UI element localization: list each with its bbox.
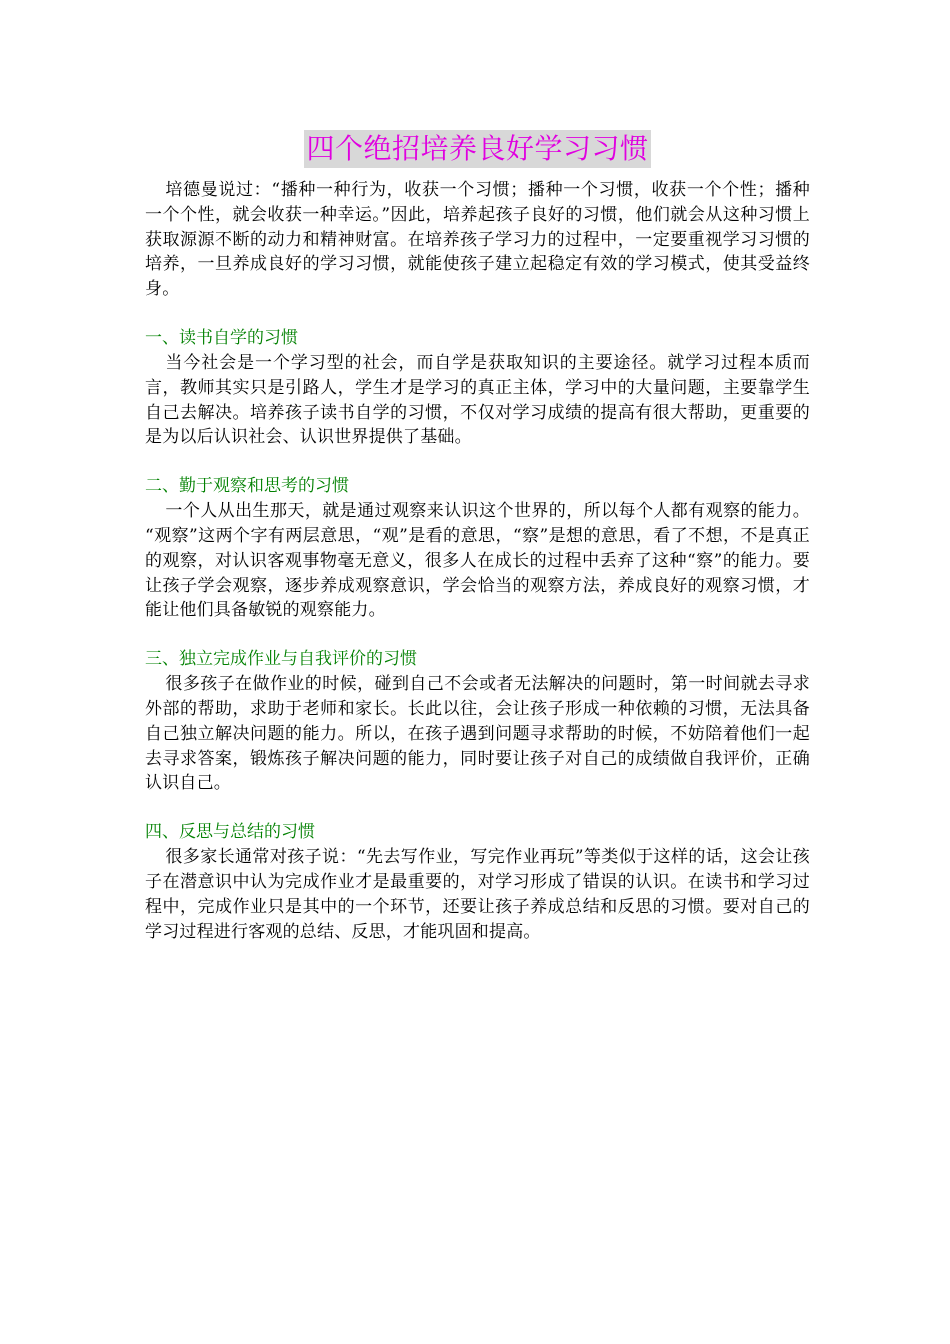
section-3 [145, 647, 810, 796]
section-paragraph: 很多家长通常对孩子说：“先去写作业，写完作业再玩”等类似于这样的话，这会让孩子在潜意识中认为完成作业才是最重要的，对学习形成了错误的认识。在读书和学习过程中，完成作业只是其中的一个环节，还要让孩子养成总结和反思的习惯。要对自己的学习过程进行客观的总结、反思，才能巩固和提高。 [145, 847, 810, 942]
section-4 [145, 820, 810, 944]
section-paragraph: 当今社会是一个学习型的社会，而自学是获取知识的主要途径。就学习过程本质而言，教师其实只是引路人，学生才是学习的真正主体，学习中的大量问题，主要靠学生自己去解决。培养孩子读书自学的习惯，不仅对学习成绩的提高有很大帮助，更重要的是为以后认识社会、认识世界提供了基础。 [145, 352, 810, 448]
intro-paragraph: 培德曼说过：“播种一种行为，收获一个习惯；播种一个习惯，收获一个个性；播种一个个性，就会收获一种幸运。”因此，培养起孩子良好的习惯，他们就会从这种习惯上获取源源不断的动力和精神财富。在培养孩子学习力的过程中，一定要重视学习习惯的培养，一旦养成良好的学习习惯，就能使孩子建立起稳定有效的学习模式，使其受益终身。 [145, 180, 810, 300]
title-block [145, 130, 810, 168]
section-heading: 三、独立完成作业与自我评价的习惯 [145, 649, 417, 670]
section-1 [145, 326, 810, 450]
section-2 [145, 474, 810, 623]
section-heading: 一、读书自学的习惯 [145, 327, 298, 348]
section-paragraph: 很多孩子在做作业的时候，碰到自己不会或者无法解决的问题时，第一时间就去寻求外部的帮助，求助于老师和家长。长此以往，会让孩子形成一种依赖的习惯，无法具备自己独立解决问题的能力。所以，在孩子遇到问题寻求帮助的时候，不妨陪着他们一起去寻求答案，锻炼孩子解决问题的能力，同时要让孩子对自己的成绩做自我评价，正确认识自己。 [145, 674, 810, 794]
document-page [145, 130, 810, 944]
section-heading: 二、勤于观察和思考的习惯 [145, 476, 349, 497]
page-title: 四个绝招培养良好学习习惯 [304, 130, 650, 168]
section-paragraph: 一个人从出生那天，就是通过观察来认识这个世界的，所以每个人都有观察的能力。 “观察”这两个字有两层意思，“观”是看的意思，“察”是想的意思，看了不想，不是真正的观察，对认识客观事物毫无意义，很多人在成长的过程中丢弃了这种“察”的能力。要让孩子学会观察，逐步养成观察意识，学会恰当的观察方法，养成良好的观察习惯，才能让他们具备敏锐的观察能力。 [145, 501, 810, 621]
section-heading: 四、反思与总结的习惯 [145, 822, 315, 843]
